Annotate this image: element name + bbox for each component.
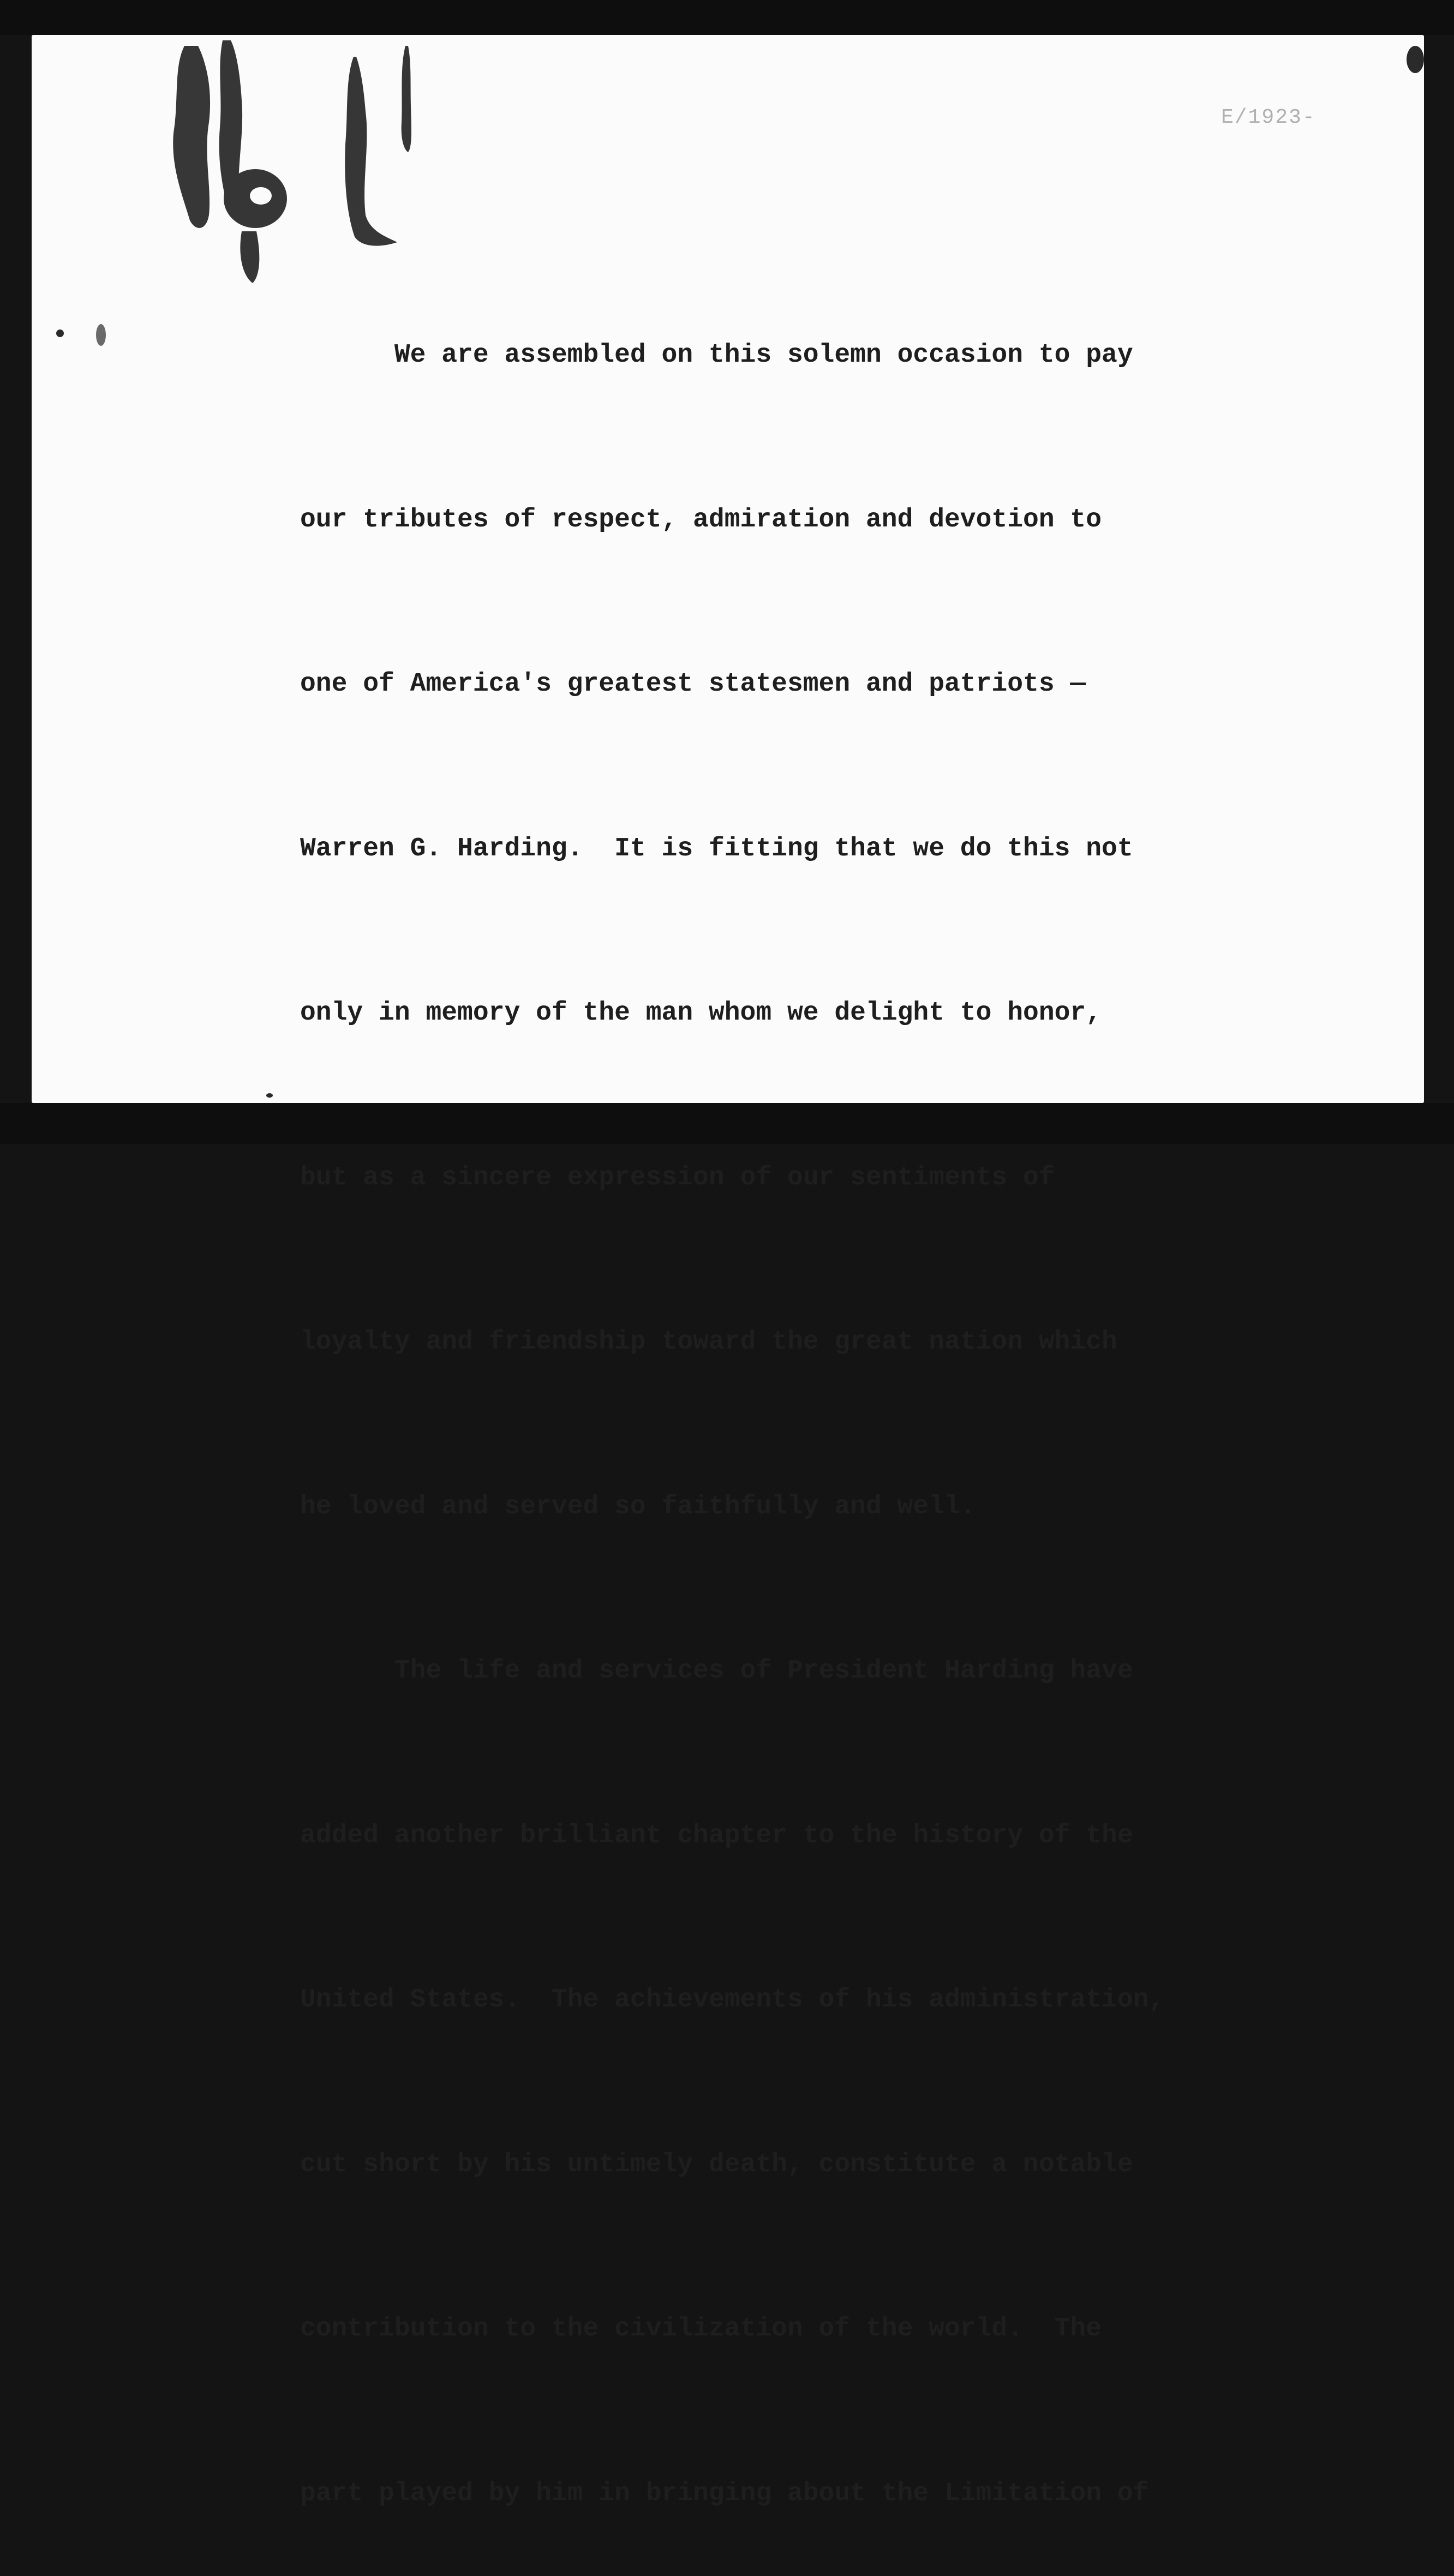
text-line: loyalty and friendship toward the great nation which [300, 1327, 1117, 1357]
typed-text-block [300, 218, 1282, 2576]
text-line: We are assembled on this solemn occasion to pay [300, 340, 1133, 370]
text-line: one of America's greatest statesmen and patriots — [300, 669, 1086, 699]
archive-stamp: E/1923- [1221, 106, 1316, 129]
film-border-bottom [0, 1103, 1454, 1144]
text-line: part played by him in bringing about the Limitation of [300, 2478, 1149, 2508]
text-line: only in memory of the man whom we delight to honor, [300, 998, 1102, 1028]
text-line: The life and services of President Harding have [300, 1656, 1133, 1686]
text-line: but as a sincere expression of our sentiments of [300, 1163, 1055, 1193]
text-line: added another brilliant chapter to the history of the [300, 1820, 1133, 1850]
text-line: our tributes of respect, admiration and devotion to [300, 505, 1102, 535]
dust-speck [96, 324, 106, 346]
text-line: contribution to the civilization of the world. The [300, 2314, 1102, 2344]
text-line: United States. The achievements of his administration, [300, 1985, 1165, 2015]
dust-speck [266, 1093, 273, 1098]
text-line: Warren G. Harding. It is fitting that we do this not [300, 834, 1133, 864]
text-line: he loved and served so faithfully and well. [300, 1491, 976, 1521]
text-line: cut short by his untimely death, constitute a notable [300, 2149, 1133, 2179]
film-border-top [0, 0, 1454, 35]
dust-speck [56, 330, 64, 337]
dust-speck [1407, 46, 1424, 73]
